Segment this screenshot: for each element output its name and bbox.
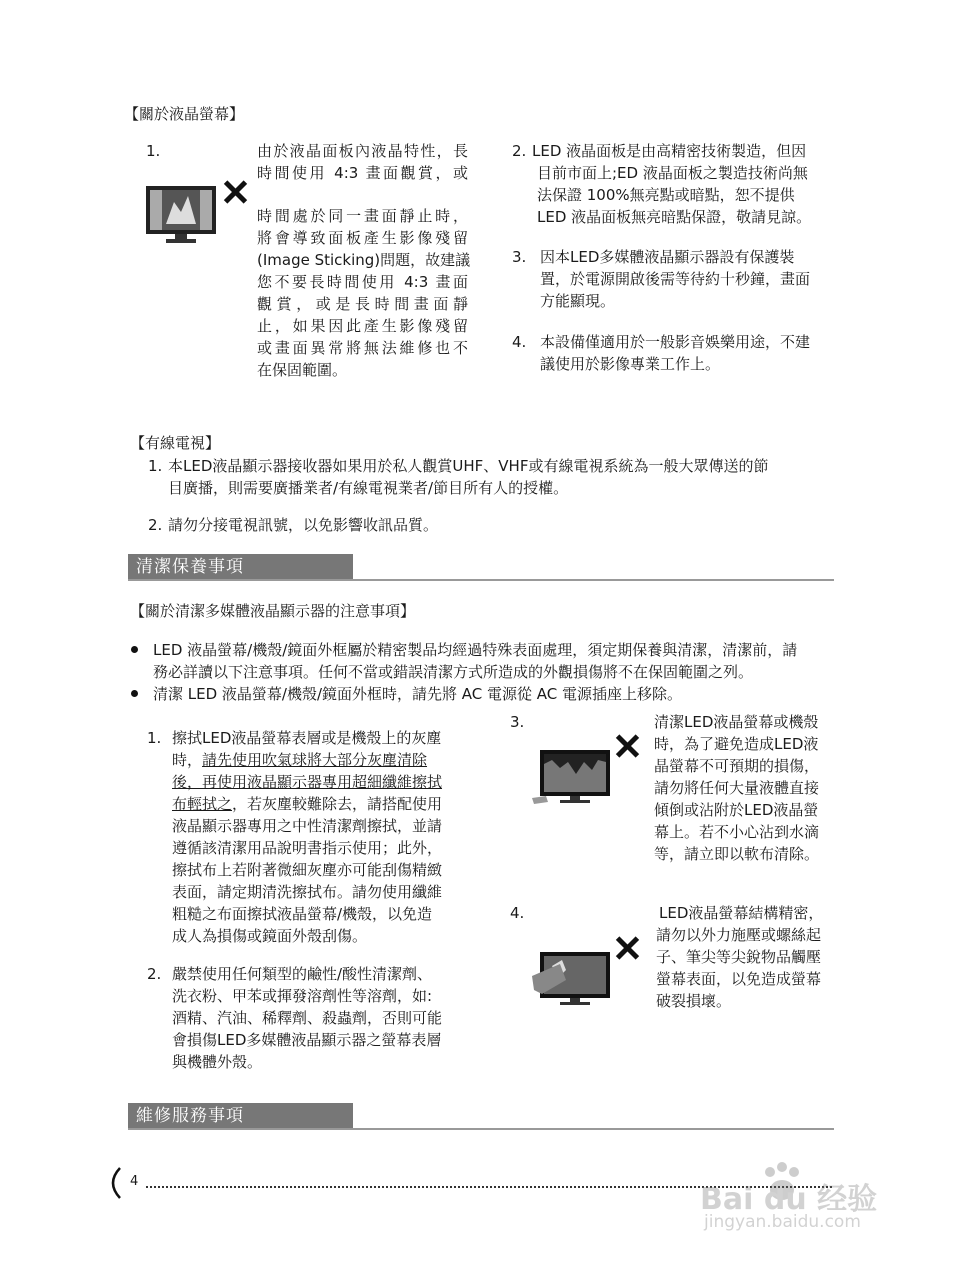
- cleaning-section-title: 清潔保養事項: [128, 554, 353, 580]
- lcd-item2-line: LED 液晶面板是由高精密技術製造，但因: [532, 142, 807, 160]
- cleaning-item4-line: 破裂損壞。: [656, 992, 732, 1010]
- cleaning-item1-line: 表面，請定期清洗擦拭布。請勿使用纖維: [172, 883, 443, 901]
- lcd-item1-line: 時間使用 4:3 畫面觀賞，或: [257, 164, 468, 182]
- cleaning-item1-underlined-line: 後，再使用液晶顯示器專用超細纖維擦拭: [172, 773, 443, 791]
- cleaning-heading: 【關於清潔多媒體液晶顯示器的注意事項】: [130, 602, 416, 620]
- cleaning-item3-line: 請勿將任何大量液體直接: [654, 779, 820, 797]
- lcd-item1-line: 將會導致面板產生影像殘留: [257, 229, 468, 247]
- cleaning-item1-number: 1.: [147, 729, 162, 747]
- bullet-icon: [131, 646, 138, 653]
- watermark-brand: Bai du 经验: [700, 1182, 878, 1217]
- cleaning-item4-line: 子、筆尖等尖銳物品觸壓: [656, 948, 822, 966]
- tv-liquid-spill-image: [532, 748, 612, 806]
- cleaning-item3-line: 幕上。若不小心沾到水滴: [654, 823, 820, 841]
- prohibited-icon: [615, 936, 639, 960]
- lcd-item3-line: 因本LED多媒體液晶顯示器設有保護裝: [540, 248, 795, 266]
- cleaning-item2-line: 會損傷LED多媒體液晶顯示器之螢幕表層: [172, 1031, 442, 1049]
- cleaning-item3-line: 時，為了避免造成LED液: [654, 735, 819, 753]
- cleaning-item1-line: 擦拭布上若附著微細灰塵亦可能刮傷精緻: [172, 861, 443, 879]
- cleaning-item1-line: [172, 793, 442, 815]
- cleaning-bullet1-line: LED 液晶螢幕/機殼/鏡面外框屬於精密製品均經過特殊表面處理，須定期保養與清潔，清潔前，請: [153, 641, 798, 659]
- cleaning-item1-underlined-text: 請先使用吹氣球將大部分灰塵清除: [202, 751, 428, 769]
- cable-item2-text: 請勿分接電視訊號，以免影響收訊品質。: [168, 516, 439, 534]
- cleaning-item1-text: ，若灰塵較難除去，請搭配使用: [232, 795, 443, 813]
- cleaning-item3-line: 晶螢幕不可預期的損傷，: [654, 757, 820, 775]
- cleaning-item3-line: 等，請立即以軟布清除。: [654, 845, 820, 863]
- cleaning-bullet2: 清潔 LED 液晶螢幕/機殼/鏡面外框時，請先將 AC 電源從 AC 電源插座上移除。: [153, 685, 683, 703]
- lcd-item1-line: 觀賞，或是長時間畫面靜: [257, 295, 468, 313]
- cleaning-item1-underlined-text: 布輕拭之: [172, 795, 233, 813]
- cable-item1-number: 1.: [148, 457, 163, 475]
- lcd-item2-line: LED 液晶面板無亮暗點保證，敬請見諒。: [537, 208, 812, 226]
- cable-item2-number: 2.: [148, 516, 163, 534]
- cleaning-item1-line: 粗糙之布面擦拭液晶螢幕/機殼，以免造: [172, 905, 433, 923]
- watermark: [700, 1158, 920, 1238]
- cleaning-item4-number: 4.: [510, 904, 525, 922]
- lcd-item1-line: (Image Sticking)問題，故建議: [257, 251, 471, 269]
- cleaning-item1-line: [172, 749, 427, 771]
- cleaning-item3-line: 清潔LED液晶螢幕或機殼: [654, 713, 819, 731]
- cleaning-item3-number: 3.: [510, 713, 525, 731]
- section-divider: [128, 579, 834, 581]
- lcd-item3-number: 3.: [512, 248, 527, 266]
- lcd-item2-number: 2.: [512, 142, 527, 160]
- lcd-item2-line: 法保證 100%無亮點或暗點，恕不提供: [537, 186, 795, 204]
- cleaning-item4-line: 螢幕表面，以免造成螢幕: [656, 970, 822, 988]
- cleaning-item2-number: 2.: [147, 965, 162, 983]
- lcd-item3-line: 置，於電源開啟後需等待約十秒鐘，畫面: [540, 270, 811, 288]
- cleaning-item2-line: 與機體外殼。: [172, 1053, 263, 1071]
- cable-heading: 【有線電視】: [130, 434, 221, 452]
- cable-item1-line: 本LED液晶顯示器接收器如果用於私人觀賞UHF、VHF或有線電視系統為一般大眾傳送的節: [168, 457, 769, 475]
- cleaning-item1-line: 液晶顯示器專用之中性清潔劑擦拭，並請: [172, 817, 443, 835]
- service-section-title: 維修服務事項: [128, 1103, 353, 1129]
- lcd-item2-line: 目前市面上;ED 液晶面板之製造技術尚無: [537, 164, 808, 182]
- lcd-item1-line: 由於液晶面板內液晶特性，長: [257, 142, 468, 160]
- cleaning-item2-line: 洗衣粉、甲苯或揮發溶劑性等溶劑，如:: [172, 987, 433, 1005]
- prohibited-icon: [223, 180, 247, 204]
- cable-item1-line: 目廣播，則需要廣播業者/有線電視業者/節目所有人的授權。: [168, 479, 569, 497]
- page-bracket-icon: [104, 1166, 124, 1200]
- cleaning-item1-line: 遵循該清潔用品說明書指示使用；此外，: [172, 839, 443, 857]
- lcd-item3-line: 方能顯現。: [540, 292, 616, 310]
- lcd-item1-line: 或畫面異常將無法維修也不: [257, 339, 468, 357]
- cleaning-item2-line: 嚴禁使用任何類型的鹼性/酸性清潔劑、: [172, 965, 433, 983]
- lcd-item1-number: 1.: [146, 142, 161, 160]
- cleaning-item1-line: 成人為損傷或鏡面外殼刮傷。: [172, 927, 368, 945]
- lcd-item4-number: 4.: [512, 333, 527, 351]
- watermark-url: jingyan.baidu.com: [704, 1212, 861, 1232]
- lcd-item4-line: 議使用於影像專業工作上。: [540, 355, 721, 373]
- lcd-item1-line: 時間處於同一畫面靜止時，: [257, 207, 468, 225]
- tv-pressure-damage-image: [532, 950, 612, 1006]
- cleaning-item3-line: 傾倒或沾附於LED液晶螢: [654, 801, 819, 819]
- prohibited-icon: [615, 734, 639, 758]
- lcd-item4-line: 本設備僅適用於一般影音娛樂用途，不建: [540, 333, 811, 351]
- lcd-item1-line: 您不要長時間使用 4:3 畫面: [257, 273, 468, 291]
- tv-4-3-image: [144, 184, 218, 246]
- section-divider: [128, 1128, 834, 1130]
- cleaning-bullet1-line: 務必詳讀以下注意事項。任何不當或錯誤清潔方式所造成的外觀損傷將不在保固範圍之列。: [153, 663, 754, 681]
- page-number: 4: [130, 1174, 139, 1189]
- lcd-item1-line: 在保固範圍。: [257, 361, 348, 379]
- cleaning-item4-line: 請勿以外力施壓或螺絲起: [656, 926, 822, 944]
- lcd-item1-line: 止，如果因此產生影像殘留: [257, 317, 468, 335]
- cleaning-item4-line: LED液晶螢幕結構精密，: [659, 904, 824, 922]
- cleaning-item1-text: 時，: [172, 751, 203, 769]
- lcd-heading: 【關於液晶螢幕】: [124, 105, 245, 123]
- cleaning-item1-line: 擦拭LED液晶螢幕表層或是機殼上的灰塵: [172, 729, 442, 747]
- bullet-icon: [131, 690, 138, 697]
- cleaning-item2-line: 酒精、汽油、稀釋劑、殺蟲劑，否則可能: [172, 1009, 443, 1027]
